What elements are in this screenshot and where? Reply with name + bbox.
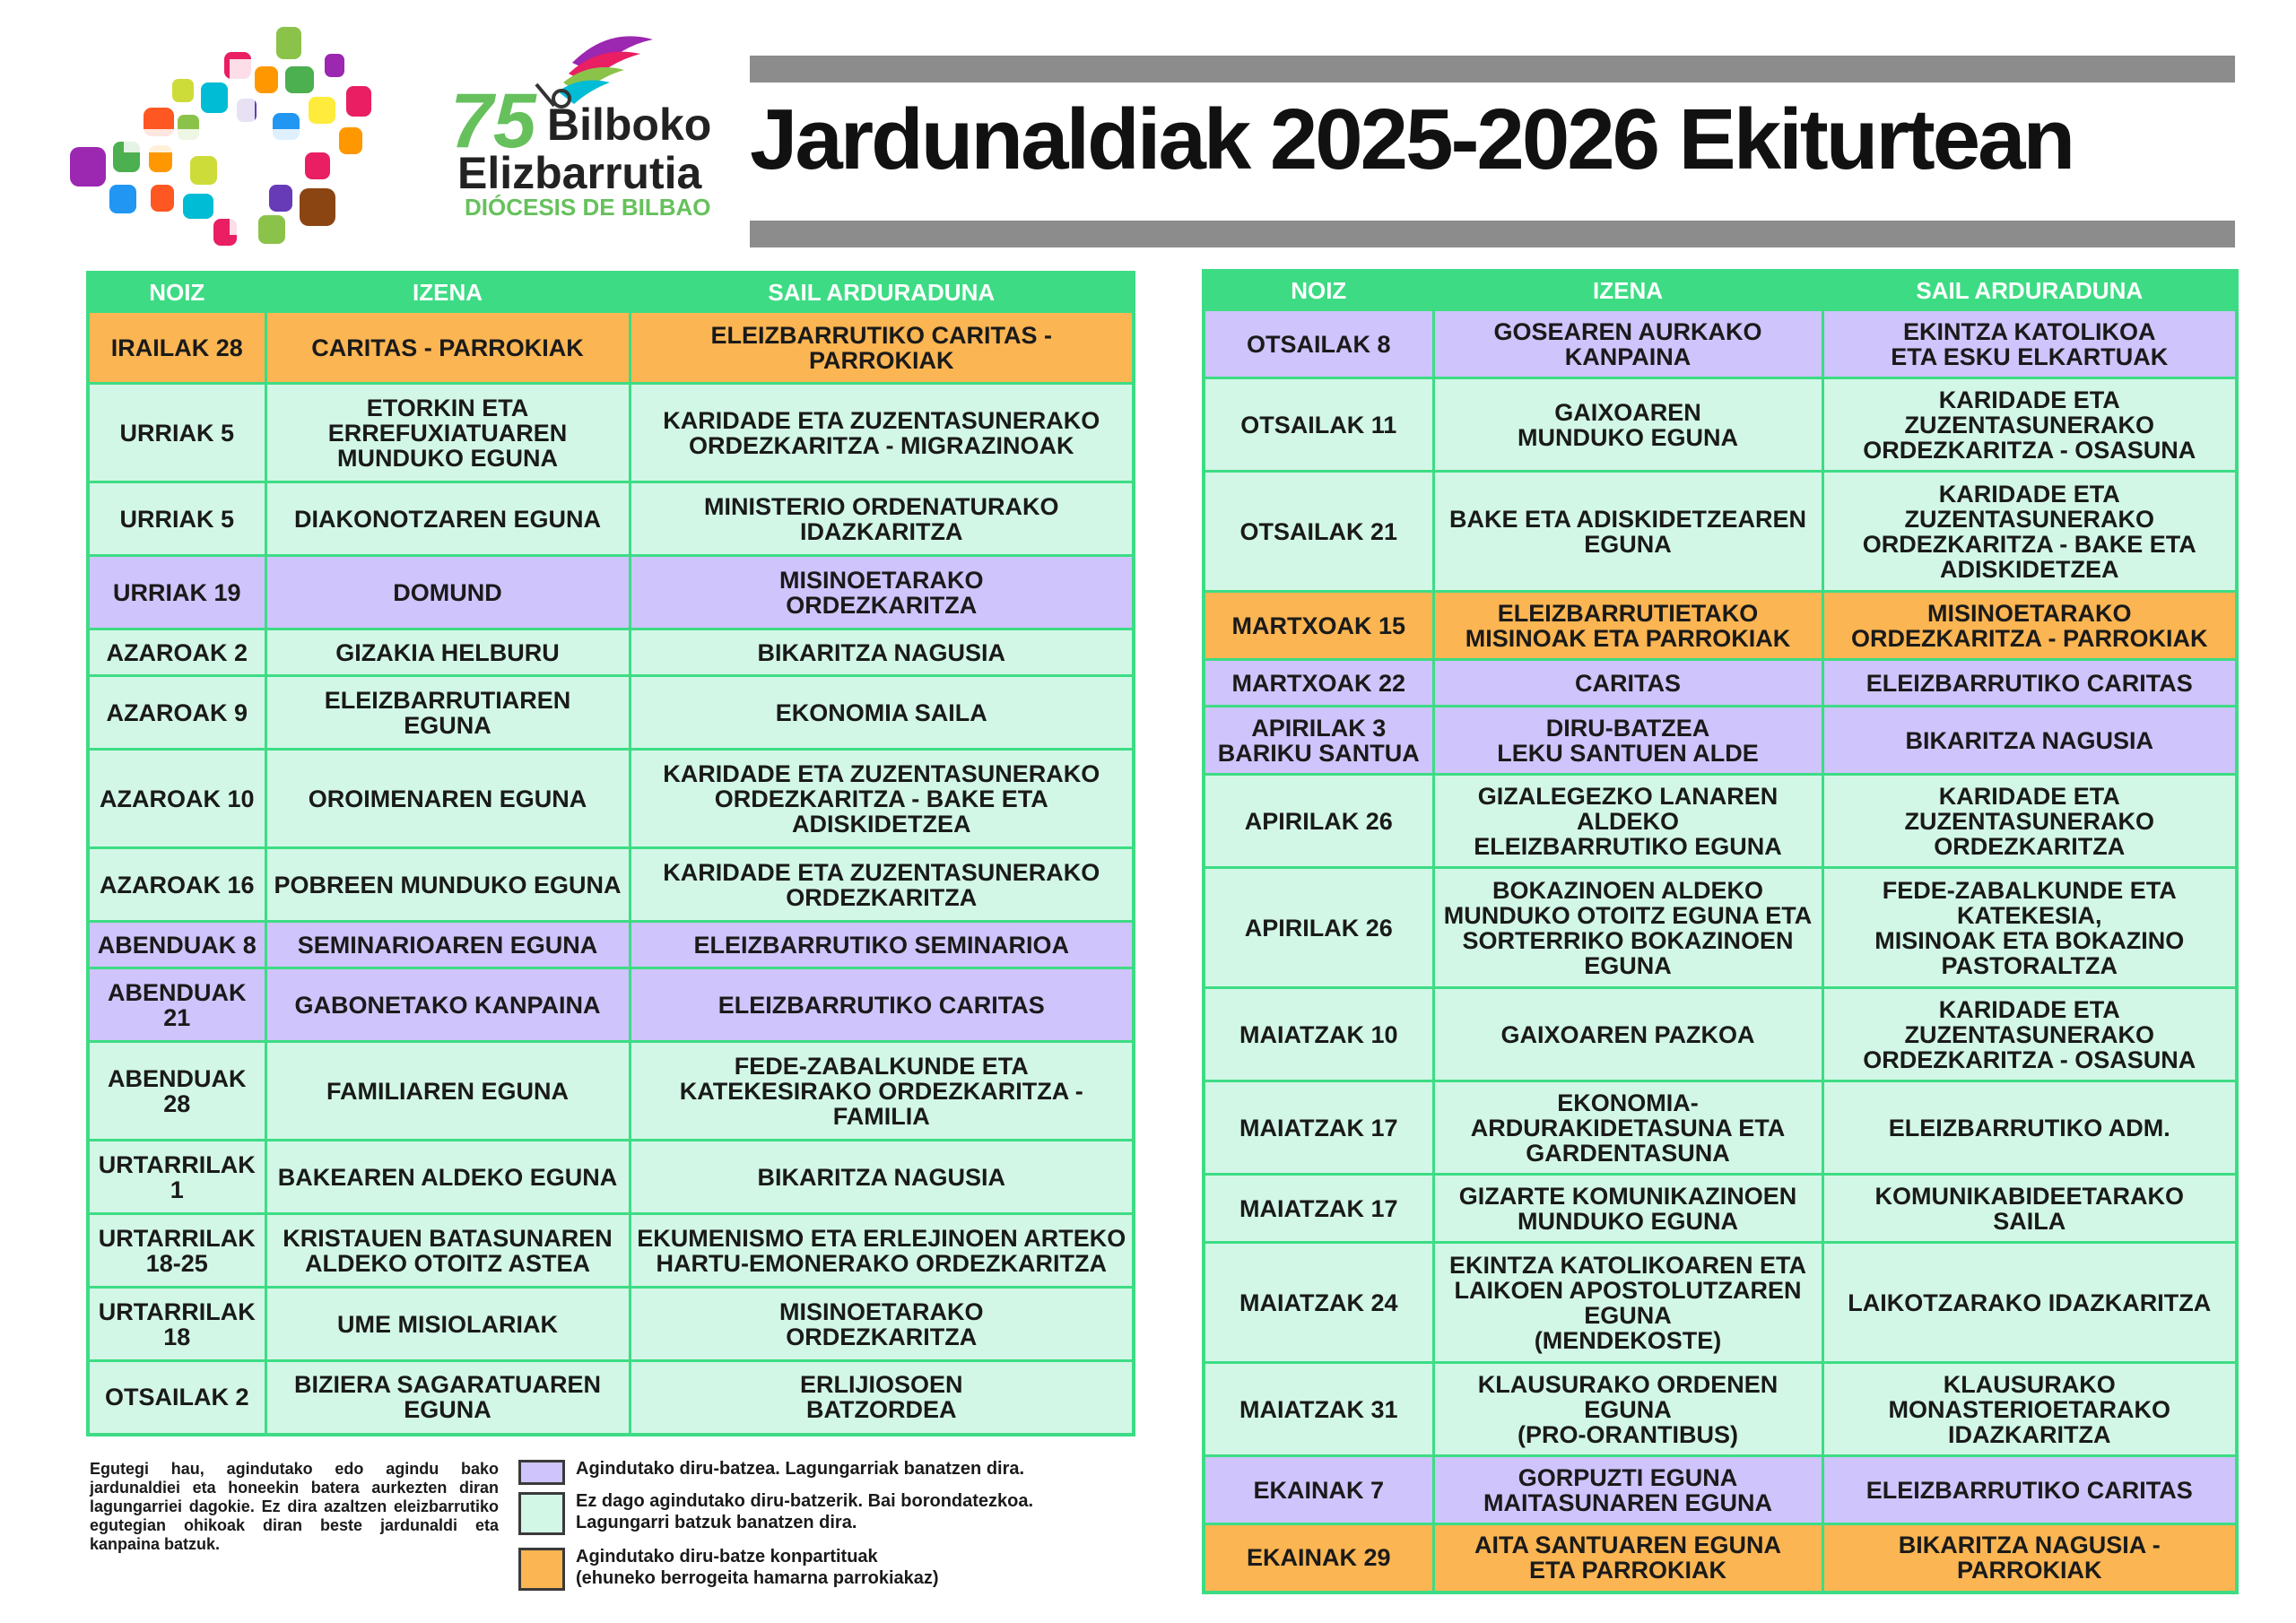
event-name-cell: EKONOMIA- ARDURAKIDETASUNA ETA GARDENTASUNA bbox=[1433, 1081, 1822, 1175]
mosaic-cross-graphic bbox=[70, 27, 371, 246]
department-cell: ELEIZBARRUTIKO CARITAS - PARROKIAK bbox=[630, 312, 1134, 384]
event-name-cell: GORPUZTI EGUNA MAITASUNAREN EGUNA bbox=[1433, 1456, 1822, 1524]
department-cell: KARIDADE ETA ZUZENTASUNERAKO ORDEZKARITZA - MIGRAZINOAK bbox=[630, 384, 1134, 482]
date-cell: ABENDUAK 8 bbox=[88, 922, 265, 968]
event-name-cell: GIZAKIA HELBURU bbox=[265, 629, 630, 676]
event-name-cell: POBREEN MUNDUKO EGUNA bbox=[265, 848, 630, 922]
date-cell: MAIATZAK 10 bbox=[1204, 988, 1433, 1081]
date-cell: URTARRILAK 18 bbox=[88, 1288, 265, 1361]
column-header-izena: IZENA bbox=[265, 273, 630, 312]
event-name-cell: DIRU-BATZEA LEKU SANTUEN ALDE bbox=[1433, 707, 1822, 775]
legend-swatch-purple bbox=[518, 1460, 565, 1485]
legend-swatch-orange bbox=[518, 1548, 565, 1591]
column-header-izena: IZENA bbox=[1433, 271, 1822, 310]
table-row bbox=[1204, 707, 2237, 775]
department-cell: ELEIZBARRUTIKO ADM. bbox=[1822, 1081, 2237, 1175]
table-body-left bbox=[88, 312, 1134, 1435]
table-row bbox=[1204, 1456, 2237, 1524]
table-row bbox=[88, 922, 1134, 968]
legend-text-green: Ez dago agindutako diru-batzerik. Bai borondatezkoa. Lagungarri batzuk banatzen dira. bbox=[576, 1491, 1034, 1532]
title-bar-top bbox=[750, 56, 2235, 82]
department-cell: ELEIZBARRUTIKO CARITAS bbox=[1822, 660, 2237, 707]
legend-swatch-green bbox=[518, 1492, 565, 1535]
event-name-cell: FAMILIAREN EGUNA bbox=[265, 1042, 630, 1141]
department-cell: KOMUNIKABIDEETARAKO SAILA bbox=[1822, 1175, 2237, 1243]
department-cell: BIKARITZA NAGUSIA - PARROKIAK bbox=[1822, 1524, 2237, 1593]
table-row bbox=[88, 556, 1134, 629]
department-cell: MISINOETARAKO ORDEZKARITZA bbox=[630, 1288, 1134, 1361]
event-name-cell: ELEIZBARRUTIAREN EGUNA bbox=[265, 676, 630, 750]
event-name-cell: KLAUSURAKO ORDENEN EGUNA (PRO-ORANTIBUS) bbox=[1433, 1363, 1822, 1456]
date-cell: MAIATZAK 24 bbox=[1204, 1243, 1433, 1363]
event-name-cell: EKINTZA KATOLIKOAREN ETA LAIKOEN APOSTOLUTZAREN EGUNA (MENDEKOSTE) bbox=[1433, 1243, 1822, 1363]
date-cell: MAIATZAK 31 bbox=[1204, 1363, 1433, 1456]
table-row bbox=[1204, 775, 2237, 868]
event-name-cell: CARITAS - PARROKIAK bbox=[265, 312, 630, 384]
table-row bbox=[1204, 378, 2237, 472]
column-header-sail: SAIL ARDURADUNA bbox=[1822, 271, 2237, 310]
department-cell: KARIDADE ETA ZUZENTASUNERAKO ORDEZKARITZA bbox=[1822, 775, 2237, 868]
table-row bbox=[88, 1214, 1134, 1288]
date-cell: EKAINAK 7 bbox=[1204, 1456, 1433, 1524]
date-cell: MAIATZAK 17 bbox=[1204, 1175, 1433, 1243]
legend-text-orange: Agindutako diru-batze konpartituak (ehuneko berrogeita hamarna parrokiakaz) bbox=[576, 1547, 939, 1588]
date-cell: URRIAK 5 bbox=[88, 482, 265, 556]
event-name-cell: BOKAZINOEN ALDEKO MUNDUKO OTOITZ EGUNA ETA SORTERRIKO BOKAZINOEN EGUNA bbox=[1433, 868, 1822, 988]
date-cell: OTSAILAK 2 bbox=[88, 1361, 265, 1435]
department-cell: MISINOETARAKO ORDEZKARITZA - PARROKIAK bbox=[1822, 592, 2237, 660]
event-name-cell: GABONETAKO KANPAINA bbox=[265, 968, 630, 1042]
department-cell: EKINTZA KATOLIKOA ETA ESKU ELKARTUAK bbox=[1822, 310, 2237, 378]
table-row bbox=[88, 848, 1134, 922]
table-row bbox=[1204, 1363, 2237, 1456]
date-cell: AZAROAK 9 bbox=[88, 676, 265, 750]
date-cell: URTARRILAK 18-25 bbox=[88, 1214, 265, 1288]
table-row bbox=[88, 750, 1134, 848]
page-title: Jardunaldiak 2025-2026 Ekiturtean bbox=[750, 91, 2074, 187]
date-cell: AZAROAK 16 bbox=[88, 848, 265, 922]
date-cell: EKAINAK 29 bbox=[1204, 1524, 1433, 1593]
department-cell: KARIDADE ETA ZUZENTASUNERAKO ORDEZKARITZA - OSASUNA bbox=[1822, 378, 2237, 472]
table-row bbox=[88, 1141, 1134, 1214]
logo-number: 75 bbox=[450, 78, 536, 164]
department-cell: EKUMENISMO ETA ERLEJINOEN ARTEKO HARTU-EMONERAKO ORDEZKARITZA bbox=[630, 1214, 1134, 1288]
schedule-table-left bbox=[86, 271, 1135, 1436]
event-name-cell: AITA SANTUAREN EGUNA ETA PARROKIAK bbox=[1433, 1524, 1822, 1593]
column-header-noiz: NOIZ bbox=[1204, 271, 1433, 310]
table-row bbox=[1204, 472, 2237, 592]
table-body-right bbox=[1204, 310, 2237, 1593]
legend-item-orange bbox=[518, 1546, 1110, 1598]
department-cell: MISINOETARAKO ORDEZKARITZA bbox=[630, 556, 1134, 629]
table-row bbox=[88, 384, 1134, 482]
department-cell: EKONOMIA SAILA bbox=[630, 676, 1134, 750]
department-cell: KARIDADE ETA ZUZENTASUNERAKO ORDEZKARITZA - OSASUNA bbox=[1822, 988, 2237, 1081]
department-cell: MINISTERIO ORDENATURAKO IDAZKARITZA bbox=[630, 482, 1134, 556]
date-cell: APIRILAK 26 bbox=[1204, 775, 1433, 868]
logo-line1: Bilboko bbox=[547, 100, 712, 150]
table-row bbox=[1204, 1175, 2237, 1243]
date-cell: OTSAILAK 21 bbox=[1204, 472, 1433, 592]
column-header-sail: SAIL ARDURADUNA bbox=[630, 273, 1134, 312]
department-cell: ELEIZBARRUTIKO CARITAS bbox=[630, 968, 1134, 1042]
date-cell: APIRILAK 26 bbox=[1204, 868, 1433, 988]
diocese-logo bbox=[70, 27, 734, 251]
date-cell: IRAILAK 28 bbox=[88, 312, 265, 384]
department-cell: LAIKOTZARAKO IDAZKARITZA bbox=[1822, 1243, 2237, 1363]
department-cell: BIKARITZA NAGUSIA bbox=[630, 1141, 1134, 1214]
table-row bbox=[88, 312, 1134, 384]
logo-line3: DIÓCESIS DE BILBAO bbox=[465, 194, 711, 221]
event-name-cell: DIAKONOTZAREN EGUNA bbox=[265, 482, 630, 556]
table-row bbox=[1204, 1081, 2237, 1175]
department-cell: BIKARITZA NAGUSIA bbox=[630, 629, 1134, 676]
date-cell: OTSAILAK 8 bbox=[1204, 310, 1433, 378]
department-cell: KARIDADE ETA ZUZENTASUNERAKO ORDEZKARITZA - BAKE ETA ADISKIDETZEA bbox=[630, 750, 1134, 848]
table-row bbox=[1204, 592, 2237, 660]
department-cell: ERLIJIOSOEN BATZORDEA bbox=[630, 1361, 1134, 1435]
title-bar-bottom bbox=[750, 221, 2235, 247]
date-cell: OTSAILAK 11 bbox=[1204, 378, 1433, 472]
schedule-table-right bbox=[1202, 269, 2239, 1594]
table-row bbox=[88, 482, 1134, 556]
table-row bbox=[1204, 988, 2237, 1081]
date-cell: URTARRILAK 1 bbox=[88, 1141, 265, 1214]
event-name-cell: GAIXOAREN MUNDUKO EGUNA bbox=[1433, 378, 1822, 472]
date-cell: ABENDUAK 28 bbox=[88, 1042, 265, 1141]
date-cell: MARTXOAK 22 bbox=[1204, 660, 1433, 707]
legend-item-purple bbox=[518, 1458, 1110, 1487]
department-cell: KARIDADE ETA ZUZENTASUNERAKO ORDEZKARITZA bbox=[630, 848, 1134, 922]
table-row bbox=[88, 968, 1134, 1042]
table-header-row bbox=[1204, 271, 2237, 310]
table-row bbox=[1204, 660, 2237, 707]
event-name-cell: OROIMENAREN EGUNA bbox=[265, 750, 630, 848]
table-row bbox=[1204, 1524, 2237, 1593]
logo-line2: Elizbarrutia bbox=[457, 148, 702, 198]
department-cell: ELEIZBARRUTIKO SEMINARIOA bbox=[630, 922, 1134, 968]
table-row bbox=[88, 1042, 1134, 1141]
table-row bbox=[1204, 868, 2237, 988]
event-name-cell: GIZARTE KOMUNIKAZINOEN MUNDUKO EGUNA bbox=[1433, 1175, 1822, 1243]
event-name-cell: GOSEAREN AURKAKO KANPAINA bbox=[1433, 310, 1822, 378]
event-name-cell: ETORKIN ETA ERREFUXIATUAREN MUNDUKO EGUNA bbox=[265, 384, 630, 482]
table-header-row bbox=[88, 273, 1134, 312]
department-cell: ELEIZBARRUTIKO CARITAS bbox=[1822, 1456, 2237, 1524]
date-cell: MARTXOAK 15 bbox=[1204, 592, 1433, 660]
event-name-cell: CARITAS bbox=[1433, 660, 1822, 707]
event-name-cell: GAIXOAREN PAZKOA bbox=[1433, 988, 1822, 1081]
department-cell: FEDE-ZABALKUNDE ETA KATEKESIRAKO ORDEZKARITZA - FAMILIA bbox=[630, 1042, 1134, 1141]
department-cell: FEDE-ZABALKUNDE ETA KATEKESIA, MISINOAK ETA BOKAZINO PASTORALTZA bbox=[1822, 868, 2237, 988]
footnote: Egutegi hau, agindutako edo agindu bako jardunaldiei eta honeekin batera aurkezten diran lagungarriei dagokie. Ez dira azaltzen eleizbarrutiko egutegian ohikoak diran beste jardunaldi eta kanpaina batzuk. bbox=[90, 1460, 499, 1553]
table-row bbox=[1204, 1243, 2237, 1363]
event-name-cell: SEMINARIOAREN EGUNA bbox=[265, 922, 630, 968]
table-row bbox=[88, 1361, 1134, 1435]
event-name-cell: KRISTAUEN BATASUNAREN ALDEKO OTOITZ ASTEA bbox=[265, 1214, 630, 1288]
department-cell: KARIDADE ETA ZUZENTASUNERAKO ORDEZKARITZA - BAKE ETA ADISKIDETZEA bbox=[1822, 472, 2237, 592]
date-cell: URRIAK 5 bbox=[88, 384, 265, 482]
table-row bbox=[88, 1288, 1134, 1361]
date-cell: AZAROAK 10 bbox=[88, 750, 265, 848]
legend-text-purple: Agindutako diru-batzea. Lagungarriak banatzen dira. bbox=[576, 1459, 1025, 1479]
event-name-cell: BAKE ETA ADISKIDETZEAREN EGUNA bbox=[1433, 472, 1822, 592]
table-row bbox=[88, 629, 1134, 676]
flame-ribbons-graphic bbox=[536, 36, 653, 107]
event-name-cell: DOMUND bbox=[265, 556, 630, 629]
event-name-cell: BIZIERA SAGARATUAREN EGUNA bbox=[265, 1361, 630, 1435]
date-cell: URRIAK 19 bbox=[88, 556, 265, 629]
date-cell: AZAROAK 2 bbox=[88, 629, 265, 676]
event-name-cell: ELEIZBARRUTIETAKO MISINOAK ETA PARROKIAK bbox=[1433, 592, 1822, 660]
event-name-cell: GIZALEGEZKO LANAREN ALDEKO ELEIZBARRUTIKO EGUNA bbox=[1433, 775, 1822, 868]
event-name-cell: BAKEAREN ALDEKO EGUNA bbox=[265, 1141, 630, 1214]
table-row bbox=[1204, 310, 2237, 378]
date-cell: ABENDUAK 21 bbox=[88, 968, 265, 1042]
date-cell: MAIATZAK 17 bbox=[1204, 1081, 1433, 1175]
table-row bbox=[88, 676, 1134, 750]
event-name-cell: UME MISIOLARIAK bbox=[265, 1288, 630, 1361]
legend bbox=[518, 1458, 1110, 1598]
legend-item-green bbox=[518, 1490, 1110, 1542]
date-cell: APIRILAK 3 BARIKU SANTUA bbox=[1204, 707, 1433, 775]
department-cell: KLAUSURAKO MONASTERIOETARAKO IDAZKARITZA bbox=[1822, 1363, 2237, 1456]
department-cell: BIKARITZA NAGUSIA bbox=[1822, 707, 2237, 775]
column-header-noiz: NOIZ bbox=[88, 273, 265, 312]
